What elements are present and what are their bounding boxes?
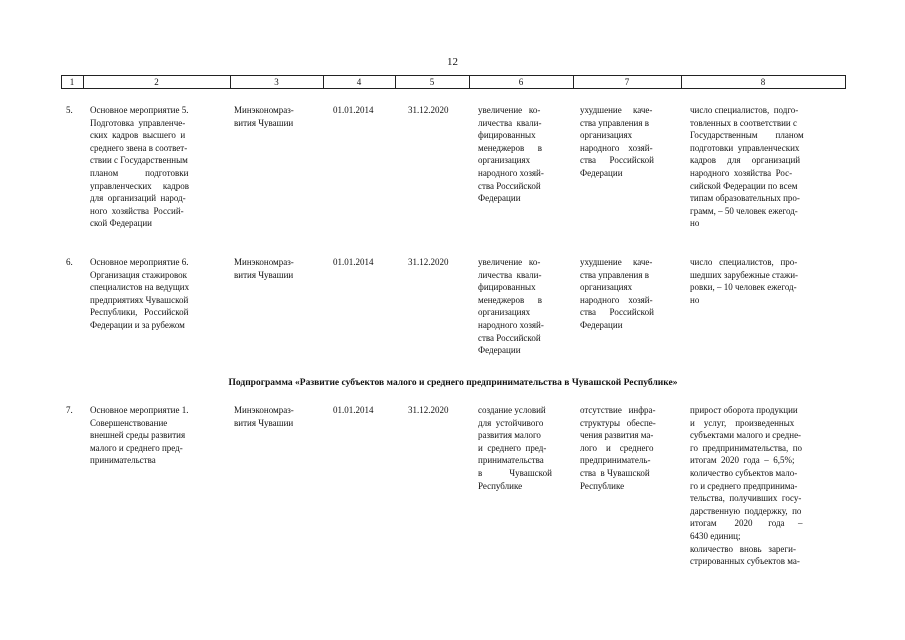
effect-cell: увеличение ко- личества квали- фицированных менеджеров в организациях народного хозяй- ства Российской Федерации <box>478 105 544 204</box>
end-date-cell: 31.12.2020 <box>408 257 449 267</box>
header-divider <box>845 75 846 89</box>
column-header: 4 <box>356 77 362 87</box>
effect-cell: создание условий для устойчивого развития малого и среднего пред- принимательства в Чувашской Республике <box>478 405 552 491</box>
column-header: 3 <box>274 77 279 87</box>
activity-cell: Основное мероприятие 5. Подготовка управленче- ских кадров высшего и среднего звена в соответ- ствии с Государственным планом подготовки управленческих кадров для организаций народ- ного хозяйства Россий- ской Федерации <box>90 105 189 229</box>
risk-cell: ухудшение каче- ства управления в организациях народного хозяй- ства Российской Федерации <box>580 105 654 178</box>
start-date-cell: 01.01.2014 <box>333 257 374 267</box>
column-header: 6 <box>518 77 524 87</box>
end-date-cell: 31.12.2020 <box>408 405 449 415</box>
activity-cell: Основное мероприятие 1. Совершенствование внешней среды развития малого и среднего пред- принимательства <box>90 405 189 466</box>
effect-cell: увеличение ко- личества квали- фицированных менеджеров в организациях народного хозяй- ства Российской Федерации <box>478 257 544 356</box>
header-rule-bottom <box>61 88 845 89</box>
column-header: 1 <box>69 77 75 87</box>
row-number: 5. <box>66 105 73 115</box>
risk-cell: отсутствие инфра- структуры обеспе- чения развития ма- лого и среднего предприниматель- ства в Чувашской Республике <box>580 405 656 491</box>
executor-cell: Минэкономраз- вития Чувашии <box>234 257 294 280</box>
page-number: 12 <box>447 56 458 68</box>
column-header: 2 <box>154 77 159 87</box>
indicator-cell: прирост оборота продукции и услуг, произведенных субъектами малого и средне- го предпринимательства, по итогам 2020 года – 6,5%; количество субъектов мало- го и среднего предпринима- тельства, получивших госу- дарственную поддержку, по итогам 2020 года – 6430 единиц; количество вновь зареги- стрированных субъектов ма- <box>690 405 803 567</box>
indicator-cell: число специалистов, про- шедших зарубежные стажи- ровки, – 10 человек ежегод- но <box>690 257 799 305</box>
start-date-cell: 01.01.2014 <box>333 105 374 115</box>
column-header: 8 <box>760 77 766 87</box>
indicator-cell: число специалистов, подго- товленных в соответствии с Государственным планом подготовки управленческих кадров для организаций народного хозяйства Рос- сийской Федерации по всем типам образовательных про- грамм, – 50 человек ежегод- но <box>690 105 804 229</box>
column-header: 5 <box>429 77 435 87</box>
row-number: 6. <box>66 257 73 267</box>
row-number: 7. <box>66 405 73 415</box>
end-date-cell: 31.12.2020 <box>408 105 449 115</box>
start-date-cell: 01.01.2014 <box>333 405 374 415</box>
column-header: 7 <box>624 77 630 87</box>
executor-cell: Минэкономраз- вития Чувашии <box>234 405 294 428</box>
executor-cell: Минэкономраз- вития Чувашии <box>234 105 294 128</box>
risk-cell: ухудшение каче- ства управления в организациях народного хозяй- ства Российской Федерации <box>580 257 654 330</box>
activity-cell: Основное мероприятие 6. Организация стажировок специалистов на ведущих предприятиях Чувашской Республики, Российской Федерации и за рубежом <box>90 257 190 330</box>
section-title: Подпрограмма «Развитие субъектов малого и среднего предпринимательства в Чувашской Республике» <box>228 378 678 388</box>
